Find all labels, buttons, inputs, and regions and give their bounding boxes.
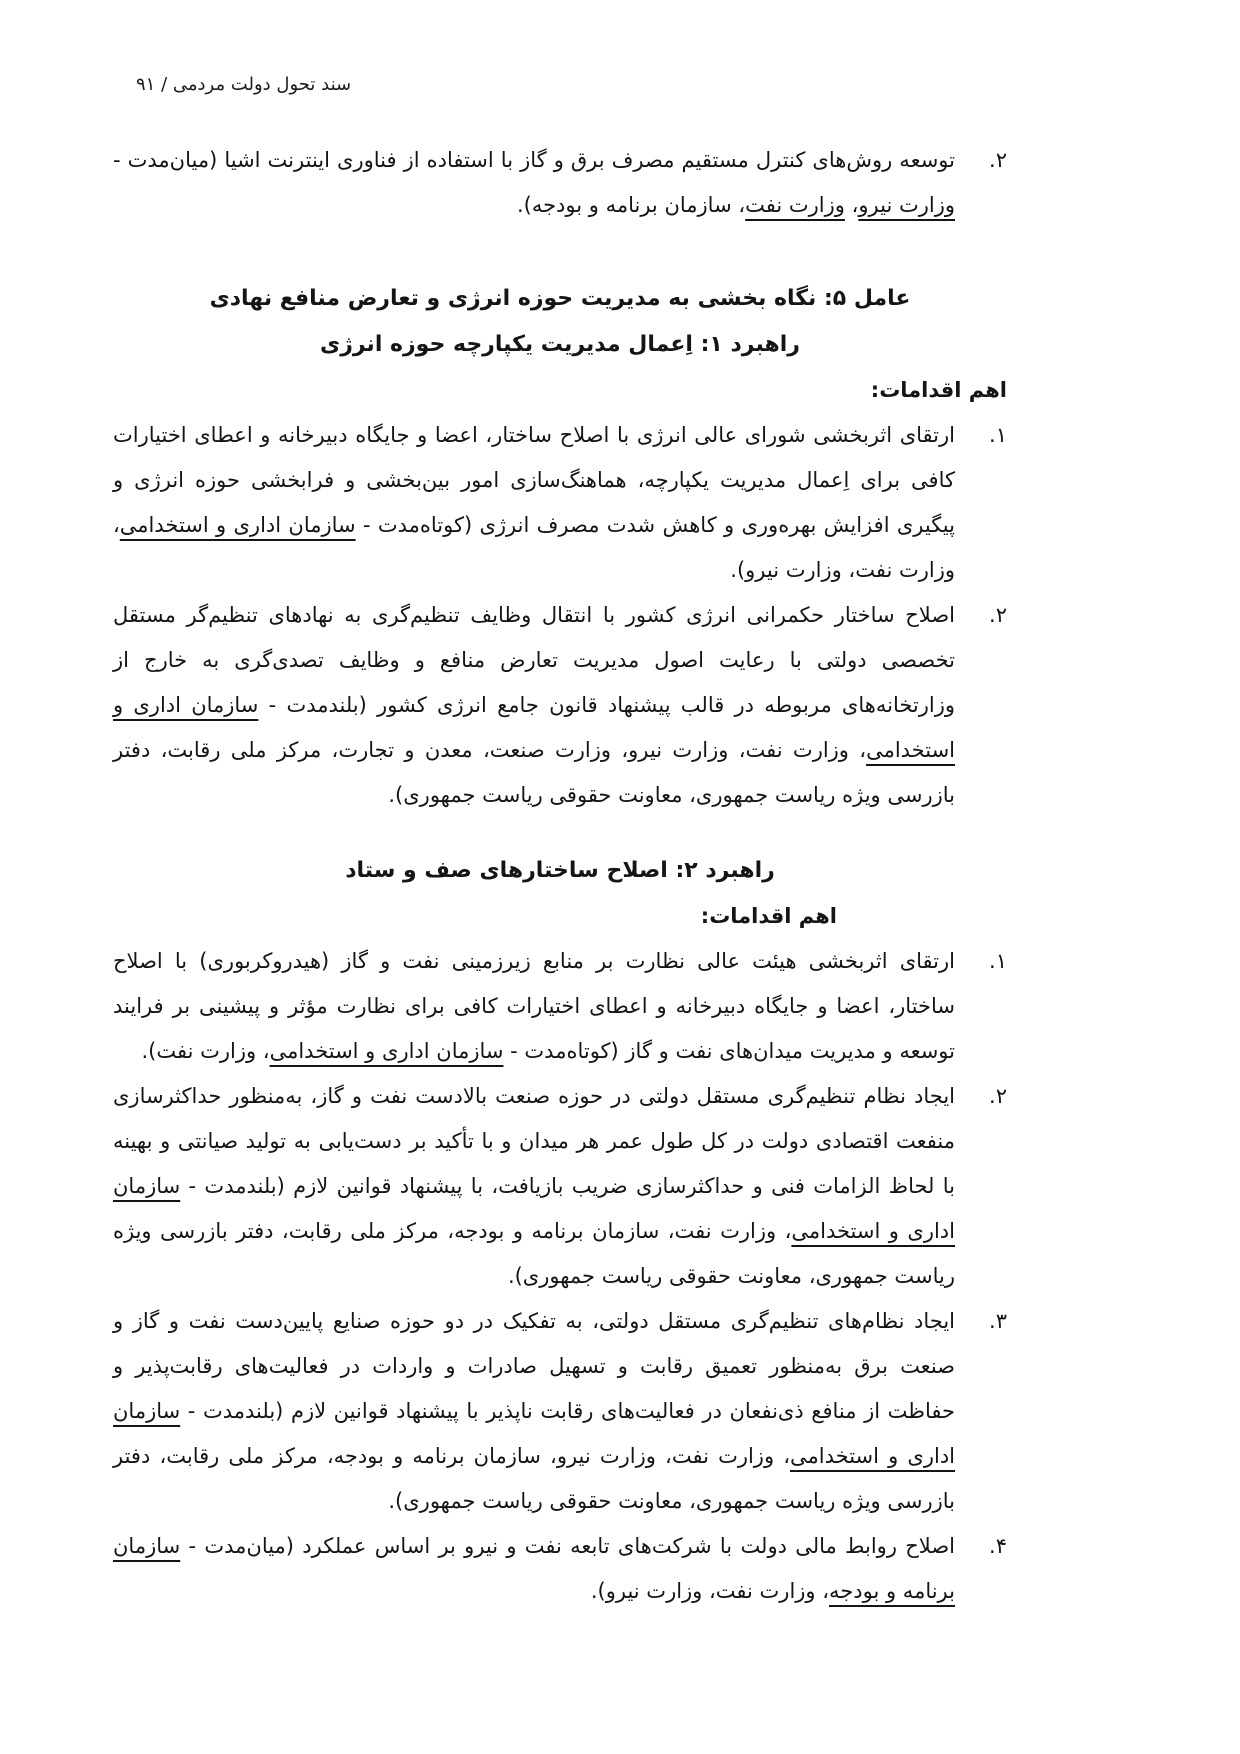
list-item-number: ۲.: [989, 1084, 1007, 1108]
document-content: [113, 138, 1007, 1614]
actions-label-1: اهم اقدامات:: [870, 378, 1007, 402]
list-item-s2-2: [113, 1074, 1007, 1299]
strategy2-heading: راهبرد ۲: اصلاح ساختارهای صف و ستاد: [345, 858, 775, 883]
list-item-intro: [113, 138, 1007, 228]
list-item-number: ۳.: [989, 1309, 1007, 1333]
list-item-number: ۲.: [989, 148, 1007, 172]
strategy1-heading: راهبرد ۱: اِعمال مدیریت یکپارچه حوزه انرژی: [320, 332, 800, 357]
page-header: سند تحول دولت مردمی / ۹۱: [136, 74, 352, 95]
list-item-number: ۲.: [989, 603, 1007, 627]
list-item-text: ارتقای اثربخشی هیئت عالی نظارت بر منابع زیرزمینی نفت و گاز (هیدروکربوری) با اصلاح ساختار، اعضا و جایگاه دبیرخانه و اعطای اختیارات کافی برای نظارت مؤثر و پیشینی بر فرایند توسعه و مدیریت میدان‌های نفت و گاز (کوتاه‌مدت - سازمان اداری و استخدامی، وزارت نفت).: [113, 949, 955, 1063]
factor-heading: عامل ۵: نگاه بخشی به مدیریت حوزه انرژی و تعارض منافع نهادی: [209, 286, 911, 311]
list-item-number: ۱.: [989, 423, 1007, 447]
list-item-text: توسعه روش‌های کنترل مستقیم مصرف برق و گاز با استفاده از فناوری اینترنت اشیا (میان‌مدت - وزارت نیرو، وزارت نفت، سازمان برنامه و بودجه).: [113, 148, 955, 217]
list-item-text: اصلاح ساختار حکمرانی انرژی کشور با انتقال وظایف تنظیم‌گری به نهادهای تنظیم‌گر مستقل تخصصی دولتی با رعایت اصول مدیریت تعارض منافع و وظایف تصدی‌گری به خارج از وزارتخانه‌های مربوطه در قالب پیشنهاد قانون جامع انرژی کشور (بلندمدت - سازمان اداری و استخدامی، وزارت نفت، وزارت نیرو، وزارت صنعت، معدن و تجارت، مرکز ملی رقابت، دفتر بازرسی ویژه ریاست جمهوری، معاونت حقوقی ریاست جمهوری).: [113, 603, 955, 807]
list-item-number: ۱.: [989, 949, 1007, 973]
list-item-text: اصلاح روابط مالی دولت با شرکت‌های تابعه نفت و نیرو بر اساس عملکرد (میان‌مدت - سازمان برنامه و بودجه، وزارت نفت، وزارت نیرو).: [113, 1534, 955, 1603]
list-item-s2-1: [113, 939, 1007, 1074]
section1-headings: [113, 276, 1007, 368]
list-item-s1-1: [113, 413, 1007, 593]
list-item-s2-4: [113, 1524, 1007, 1614]
list-item-text: ایجاد نظام تنظیم‌گری مستقل دولتی در حوزه صنعت بالادست نفت و گاز، به‌منظور حداکثرسازی منفعت اقتصادی دولت در کل طول عمر هر میدان و با تأکید بر دست‌یابی به تولید صیانتی و بهینه با لحاظ الزامات فنی و حداکثرسازی ضریب بازیافت، با پیشنهاد قوانین لازم (بلندمدت - سازمان اداری و استخدامی، وزارت نفت، سازمان برنامه و بودجه، مرکز ملی رقابت، دفتر بازرسی ویژه ریاست جمهوری، معاونت حقوقی ریاست جمهوری).: [113, 1084, 955, 1288]
list-item-text: ارتقای اثربخشی شورای عالی انرژی با اصلاح ساختار، اعضا و جایگاه دبیرخانه و اعطای اختیارات کافی برای اِعمال مدیریت یکپارچه، هماهنگ‌سازی امور بین‌بخشی و فرابخشی حوزه انرژی و پیگیری افزایش بهره‌وری و کاهش شدت مصرف انرژی (کوتاه‌مدت - سازمان اداری و استخدامی، وزارت نفت، وزارت نیرو).: [113, 423, 955, 582]
list-item-text: ایجاد نظام‌های تنظیم‌گری مستقل دولتی، به تفکیک در دو حوزه صنایع پایین‌دست نفت و گاز و صنعت برق به‌منظور تعمیق رقابت و تسهیل صادرات و واردات در فعالیت‌های رقابت‌پذیر و حفاظت از منافع ذی‌نفعان در فعالیت‌های رقابت ناپذیر با پیشنهاد قوانین لازم (بلندمدت - سازمان اداری و استخدامی، وزارت نفت، وزارت نیرو، سازمان برنامه و بودجه، مرکز ملی رقابت، دفتر بازرسی ویژه ریاست جمهوری، معاونت حقوقی ریاست جمهوری).: [113, 1309, 956, 1513]
list-item-number: ۴.: [989, 1534, 1007, 1558]
list-item-s1-2: [113, 593, 1007, 818]
list-item-s2-3: [113, 1299, 1007, 1524]
actions-label-2: اهم اقدامات:: [700, 904, 837, 928]
